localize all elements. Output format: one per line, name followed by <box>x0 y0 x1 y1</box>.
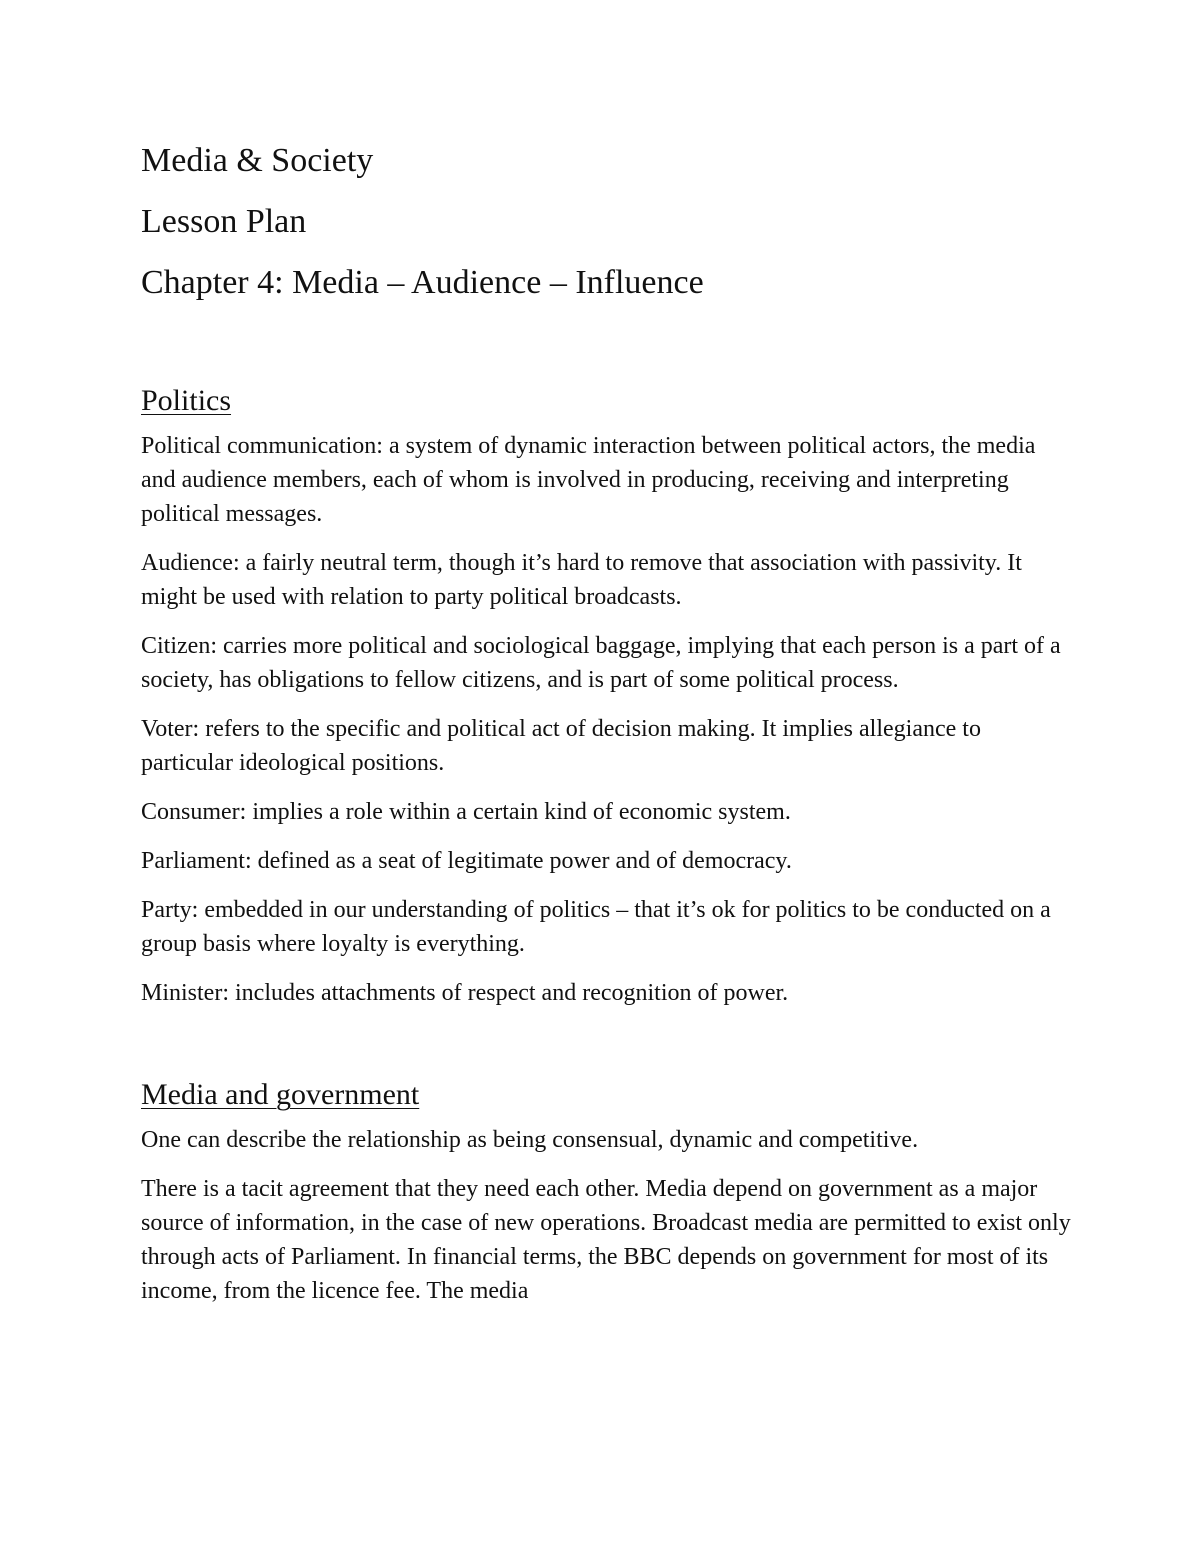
paragraph-political-communication: Political communication: a system of dynamic interaction between political actors, the media and audience members, each of whom is involved in producing, receiving and interpreting political messages. <box>141 433 1036 527</box>
paragraph-tacit-agreement: There is a tacit agreement that they need each other. Media depend on government as a major source of information, in the case of new operations. Broadcast media are permitted to exist only through acts of Parliament. In financial terms, the BBC depends on government for most of its income, from the licence fee. The media <box>141 1176 1071 1304</box>
spacer <box>141 324 1071 383</box>
paragraph-party: Party: embedded in our understanding of politics – that it’s ok for politics to be conducted on a group basis where loyalty is everything. <box>141 897 1051 957</box>
document-type: Lesson Plan <box>141 203 307 240</box>
paragraph-relationship: One can describe the relationship as being consensual, dynamic and competitive. <box>141 1127 919 1153</box>
section-heading-media-and-government: Media and government <box>141 1078 420 1111</box>
spacer <box>141 1025 1071 1077</box>
paragraph-citizen: Citizen: carries more political and sociological baggage, implying that each person is a part of a society, has obligations to fellow citizens, and is part of some political process. <box>141 633 1061 693</box>
paragraph-parliament: Parliament: defined as a seat of legitimate power and of democracy. <box>141 848 792 874</box>
chapter-title: Chapter 4: Media – Audience – Influence <box>141 264 704 301</box>
document-body <box>141 141 1071 1323</box>
paragraph-consumer: Consumer: implies a role within a certain kind of economic system. <box>141 799 791 825</box>
paragraph-voter: Voter: refers to the specific and political act of decision making. It implies allegiance to particular ideological positions. <box>141 716 981 776</box>
paragraph-minister: Minister: includes attachments of respect and recognition of power. <box>141 980 789 1006</box>
course-title: Media & Society <box>141 142 374 179</box>
paragraph-audience: Audience: a fairly neutral term, though it’s hard to remove that association with passivity. It might be used with relation to party political broadcasts. <box>141 550 1022 610</box>
section-heading-politics: Politics <box>141 384 232 417</box>
